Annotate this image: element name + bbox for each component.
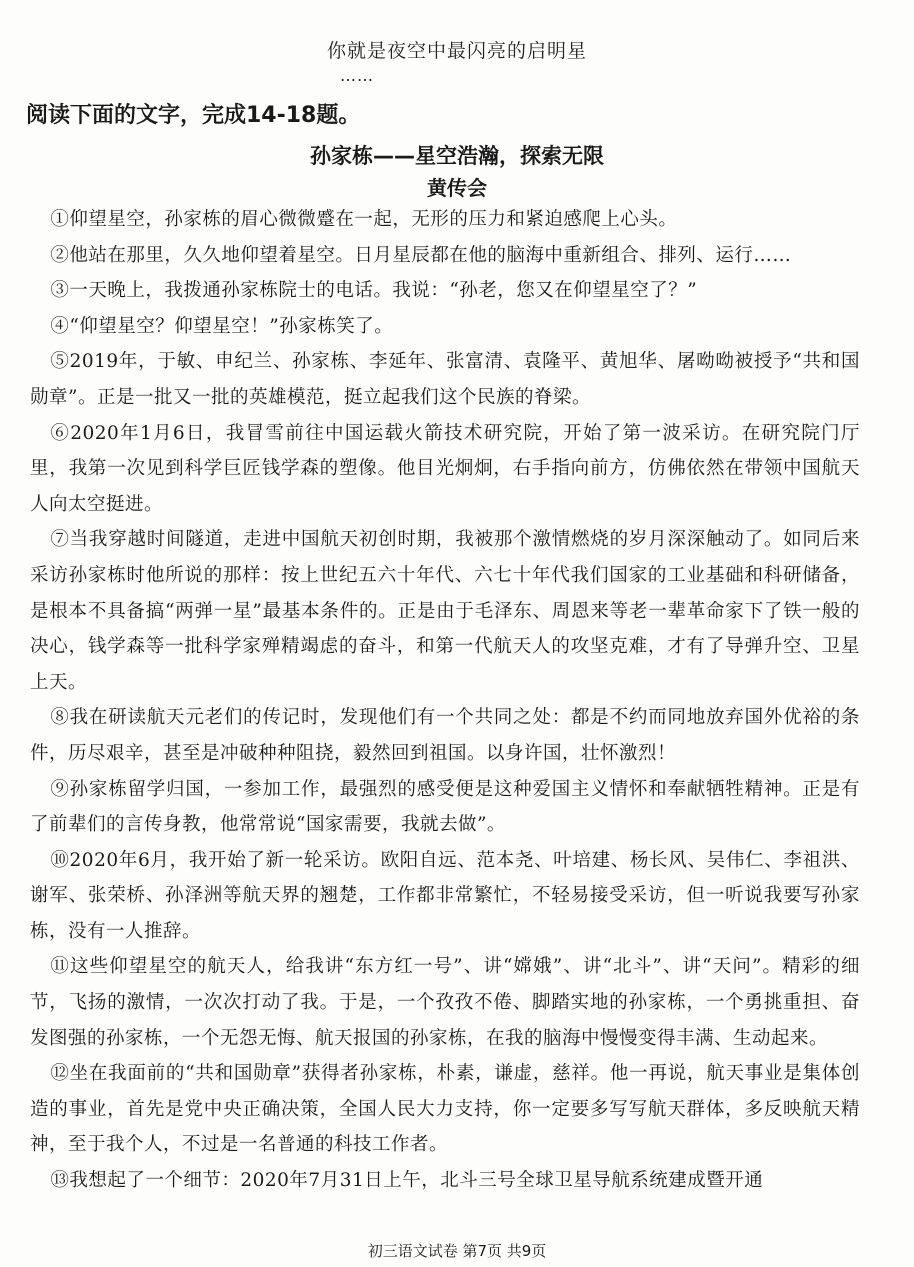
article-title: 孙家栋——星空浩瀚，探索无限 [310, 144, 604, 168]
paragraph-11: ⑪这些仰望星空的航天人，给我讲“东方红一号”、讲“嫦娥”、讲“北斗”、讲“天问”。精彩的细节，飞扬的激情，一次次打动了我。于是，一个孜孜不倦、脚踏实地的孙家栋，一个勇挑重担、奋发图强的孙家栋，一个无怨无悔、航天报国的孙家栋，在我的脑海中慢慢变得丰满、生动起来。 [30, 956, 860, 1049]
article-author: 黄传会 [427, 176, 487, 200]
article-body [30, 202, 860, 1199]
paragraph-1: ①仰望星空，孙家栋的眉心微微蹙在一起，无形的压力和紧迫感爬上心头。 [50, 209, 678, 230]
paragraph-8: ⑧我在研读航天元老们的传记时，发现他们有一个共同之处：都是不约而同地放弃国外优裕的条件，历尽艰辛，甚至是冲破种种阻挠，毅然回到祖国。以身许国，壮怀激烈！ [30, 707, 860, 764]
paragraph-5: ⑤2019年，于敏、申纪兰、孙家栋、李延年、张富清、袁隆平、黄旭华、屠呦呦被授予“共和国勋章”。正是一批又一批的英雄模范，挺立起我们这个民族的脊梁。 [30, 351, 860, 408]
paragraph-13: ⑬我想起了一个细节：2020年7月31日上午，北斗三号全球卫星导航系统建成暨开通 [50, 1170, 764, 1192]
paragraph-10: ⑩2020年6月，我开始了新一轮采访。欧阳自远、范本尧、叶培建、杨长风、吴伟仁、李祖洪、谢军、张荣桥、孙泽洲等航天界的翘楚，工作都非常繁忙，不轻易接受采访，但一听说我要写孙家栋，没有一人推辞。 [30, 849, 860, 942]
page-footer: 初三语文试卷 第7页 共9页 [367, 1242, 547, 1260]
paragraph-6: ⑥2020年1月6日，我冒雪前往中国运载火箭技术研究院，开始了第一波采访。在研究院门厅里，我第一次见到科学巨匠钱学森的塑像。他目光炯炯，右手指向前方，仿佛依然在带领中国航天人向太空挺进。 [30, 422, 860, 515]
paragraph-3: ③一天晚上，我拨通孙家栋院士的电话。我说：“孙老，您又在仰望星空了？” [50, 280, 698, 302]
paragraph-9: ⑨孙家栋留学归国，一参加工作，最强烈的感受便是这种爱国主义情怀和奉献牺牲精神。正是有了前辈们的言传身教，他常常说“国家需要，我就去做”。 [30, 778, 860, 836]
question-instruction: 阅读下面的文字，完成14-18题。 [26, 103, 361, 128]
header-ellipsis: …… [340, 66, 374, 85]
paragraph-12: ⑫坐在我面前的“共和国勋章”获得者孙家栋，朴素，谦虚，慈祥。他一再说，航天事业是集体创造的事业，首先是党中央正确决策，全国人民大力支持，你一定要多写写航天群体，多反映航天精神，至于我个人，不过是一名普通的科技工作者。 [30, 1063, 860, 1156]
paragraph-4: ④“仰望星空？仰望星空！”孙家栋笑了。 [50, 315, 394, 337]
paragraph-7: ⑦当我穿越时间隧道，走进中国航天初创时期，我被那个激情燃烧的岁月深深触动了。如同后来采访孙家栋时他所说的那样：按上世纪五六十年代、六七十年代我们国家的工业基础和科研储备，是根本不具备搞“两弹一星”最基本条件的。正是由于毛泽东、周恩来等老一辈革命家下了铁一般的决心，钱学森等一批科学家殚精竭虑的奋斗，和第一代航天人的攻坚克难，才有了导弹升空、卫星上天。 [30, 529, 860, 693]
header-line: 你就是夜空中最闪亮的启明星 [326, 40, 587, 62]
paragraph-2: ②他站在那里，久久地仰望着星空。日月星辰都在他的脑海中重新组合、排列、运行…… [50, 244, 792, 266]
